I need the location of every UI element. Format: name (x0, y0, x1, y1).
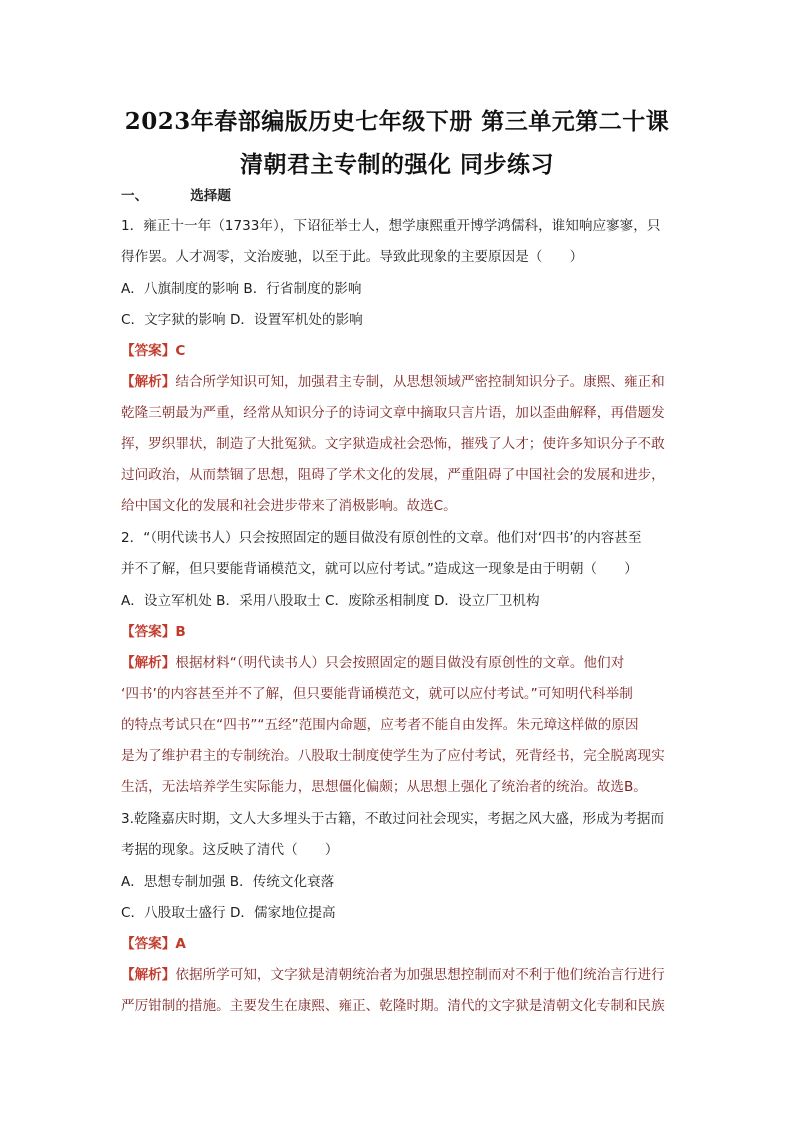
question-1-answer: 【答案】C (121, 343, 186, 359)
analysis-tag: 【解析】 (121, 967, 176, 983)
question-1-line-2: 得作罢。人才凋零，文治废驰，以至于此。导致此现象的主要原因是（ ） (121, 249, 584, 265)
analysis-text: 结合所学知识可知，加强君主专制，从思想领域严密控制知识分子。康熙、雍正和 (175, 374, 665, 390)
section-number: 一、 (121, 188, 149, 204)
question-3-analysis-line-1 (121, 965, 665, 985)
analysis-text: 根据材料“（明代读书人）只会按照固定的题目做没有原创性的文章。他们对 (175, 655, 625, 671)
question-3-analysis-line-2: 严厉钳制的措施。主要发生在康熙、雍正、乾隆时期。清代的文字狱是清朝文化专制和民族 (121, 998, 665, 1014)
question-3-line-2: 考据的现象。这反映了清代（ ） (121, 842, 339, 858)
section-heading (121, 186, 231, 206)
question-1-analysis-line-2: 乾隆三朝最为严重，经常从知识分子的诗词文章中摘取只言片语，加以歪曲解释，再借题发 (121, 405, 665, 421)
analysis-tag: 【解析】 (121, 655, 176, 671)
question-2-options: A．设立军机处 B．采用八股取士 C．废除丞相制度 D．设立厂卫机构 (121, 593, 540, 609)
question-2-line-2: 并不了解，但只要能背诵模范文，就可以应付考试。”造成这一现象是由于明朝（ ） (121, 561, 638, 577)
question-1-analysis-line-5: 给中国文化的发展和社会进步带来了消极影响。故选C。 (121, 498, 457, 514)
question-3-options-cd: C．八股取士盛行 D．儒家地位提高 (121, 905, 336, 921)
question-2-answer: 【答案】B (121, 624, 186, 640)
section-name: 选择题 (190, 188, 231, 204)
question-1-options-cd: C．文字狱的影响 D．设置军机处的影响 (121, 312, 363, 328)
question-1-line-1: 1．雍正十一年（1733年），下诏征举士人，想学康熙重开博学鸿儒科，谁知响应寥寥，只 (121, 218, 661, 234)
question-2-line-1: 2．“（明代读书人）只会按照固定的题目做没有原创性的文章。他们对‘四书’的内容甚至 (121, 530, 642, 546)
question-2-analysis-line-5: 生活，无法培养学生实际能力，思想僵化偏颇；从思想上强化了统治者的统治。故选B。 (121, 779, 647, 795)
question-3-line-1: 3.乾隆嘉庆时期，文人大多埋头于古籍，不敢过问社会现实，考据之风大盛，形成为考据而 (121, 811, 665, 827)
question-1-analysis-line-4: 过问政治，从而禁锢了思想，阻碍了学术文化的发展，严重阻碍了中国社会的发展和进步， (121, 467, 665, 483)
question-2-analysis-line-3: 的特点考试只在“四书”“五经”范围内命题，应考者不能自由发挥。朱元璋这样做的原因 (121, 717, 639, 733)
question-1-analysis-line-1 (121, 372, 665, 392)
analysis-tag: 【解析】 (121, 374, 176, 390)
question-2-analysis-line-4: 是为了维护君主的专制统治。八股取士制度使学生为了应付考试，死背经书，完全脱离现实 (121, 748, 665, 764)
question-2-analysis-line-2: ‘四书’的内容甚至并不了解，但只要能背诵模范文，就可以应付考试。”可知明代科举制 (121, 686, 633, 702)
question-1-options-ab: A．八旗制度的影响 B．行省制度的影响 (121, 281, 362, 297)
analysis-text: 依据所学可知，文字狱是清朝统治者为加强思想控制而对不利于他们统治言行进行 (175, 967, 665, 983)
document-title-line-1: 2023年春部编版历史七年级下册 第三单元第二十课 (124, 108, 670, 135)
question-1-analysis-line-3: 挥，罗织罪状，制造了大批冤狱。文字狱造成社会恐怖，摧残了人才；使许多知识分子不敢 (121, 436, 665, 452)
question-3-options-ab: A．思想专制加强 B．传统文化衰落 (121, 874, 335, 890)
question-2-analysis-line-1 (121, 653, 624, 673)
question-3-answer: 【答案】A (121, 936, 186, 952)
document-title-line-2: 清朝君主专制的强化 同步练习 (239, 151, 554, 178)
